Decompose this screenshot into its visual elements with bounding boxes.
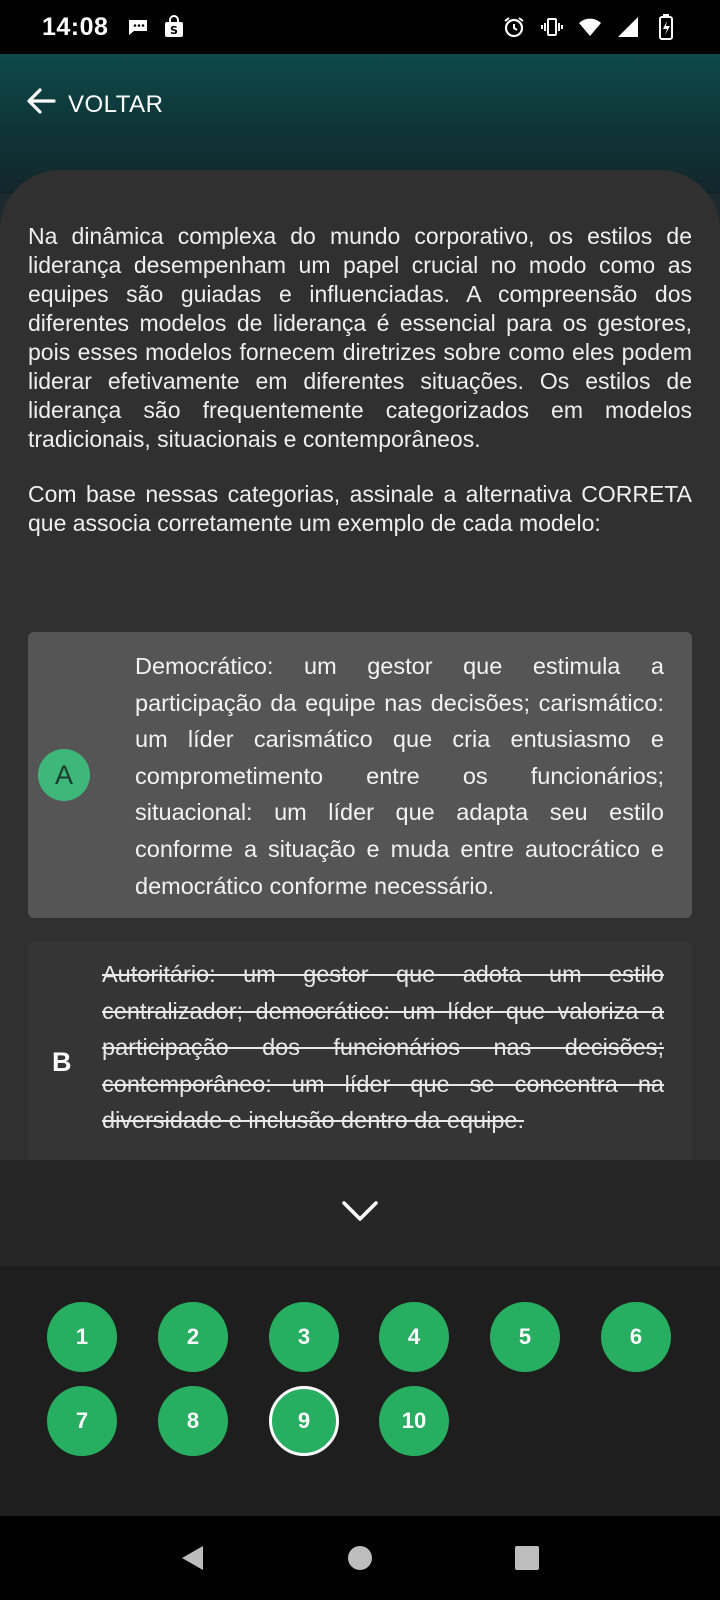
- question-button-10[interactable]: 10: [379, 1386, 449, 1456]
- question-button-4[interactable]: 4: [379, 1302, 449, 1372]
- status-time: 14:08: [42, 12, 109, 41]
- nav-home-icon[interactable]: [340, 1538, 380, 1578]
- question-text: Na dinâmica complexa do mundo corporativo, os estilos de liderança desempenham um papel crucial no modo como as equipes são guiadas e influenciadas. A compreensão dos diferentes modelos de liderança é essencial para os gestores, pois esses modelos fornecem diretrizes sobre como eles podem liderar efetivamente em diferentes situações. Os estilos de liderança são frequentemente categorizados em modelos tradicionais, situacionais e contemporâneos.: [28, 223, 692, 452]
- status-right-icons: [502, 15, 678, 39]
- arrow-left-icon: [24, 84, 58, 125]
- question-navigator-panel: [0, 1160, 720, 1516]
- question-button-7[interactable]: 7: [47, 1386, 117, 1456]
- question-button-8[interactable]: 8: [158, 1386, 228, 1456]
- chevron-down-icon: [340, 1198, 380, 1229]
- option-b[interactable]: [28, 942, 692, 1182]
- nav-back-icon[interactable]: [173, 1538, 213, 1578]
- back-label: VOLTAR: [68, 90, 164, 118]
- question-prompt: Com base nessas categorias, assinale a alternativa CORRETA que associa corretamente um exemplo de cada modelo:: [28, 481, 692, 536]
- question-button-3[interactable]: 3: [269, 1302, 339, 1372]
- status-bar: [0, 0, 720, 54]
- option-b-letter: B: [52, 1046, 72, 1077]
- question-button-2[interactable]: 2: [158, 1302, 228, 1372]
- alarm-icon: [502, 15, 526, 39]
- option-a-text: Democrático: um gestor que estimula a participação da equipe nas decisões; carismático: um líder carismático que cria entusiasmo e comprometimento entre os funcionários; situacional: um líder que adapta seu estilo conforme a situação e muda entre autocrático e democrático conforme necessário.: [135, 653, 664, 899]
- question-button-9-current[interactable]: 9: [269, 1386, 339, 1456]
- question-card: [0, 170, 720, 1170]
- chat-bubble-icon: [126, 15, 150, 39]
- collapse-navigator-button[interactable]: [0, 1160, 720, 1266]
- question-button-1[interactable]: 1: [47, 1302, 117, 1372]
- signal-icon: [616, 15, 640, 39]
- option-a[interactable]: [28, 632, 692, 918]
- question-button-5[interactable]: 5: [490, 1302, 560, 1372]
- nav-recents-icon[interactable]: [507, 1538, 547, 1578]
- question-button-6[interactable]: 6: [601, 1302, 671, 1372]
- back-button[interactable]: [24, 84, 163, 125]
- option-b-text: Autoritário: um gestor que adota um estilo centralizador; democrático: um líder que valoriza a participação dos funcionários nas decisões; contemporâneo: um líder que se concentra na diversidade e inclusão dentro da equipe.: [102, 961, 664, 1134]
- status-left-icons: [126, 15, 186, 39]
- system-navigation-bar: [0, 1516, 720, 1600]
- option-a-letter-badge: A: [38, 749, 90, 801]
- svg-text:S: S: [170, 24, 179, 37]
- vibrate-icon: [540, 15, 564, 39]
- wifi-icon: [578, 15, 602, 39]
- battery-charging-icon: [654, 15, 678, 39]
- shopping-bag-icon: [162, 15, 186, 39]
